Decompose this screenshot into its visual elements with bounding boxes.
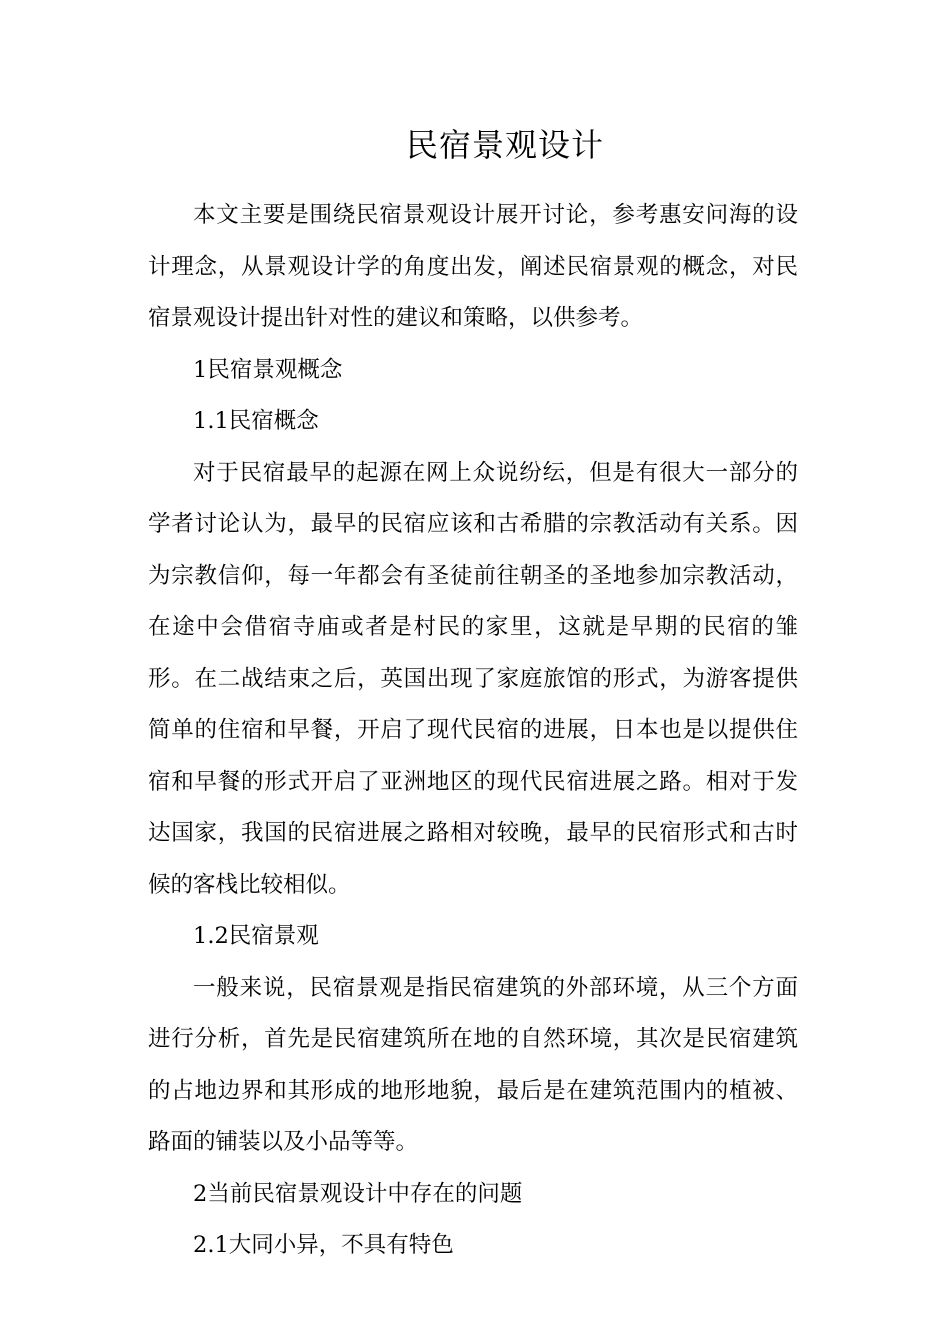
document-body (148, 190, 798, 1272)
subsection-heading-2-1: 2.1大同小异，不具有特色 (193, 1232, 454, 1258)
subsection-heading-1-1: 1.1民宿概念 (193, 408, 319, 434)
body-paragraph: 对于民宿最早的起源在网上众说纷纭，但是有很大一部分的学者讨论认为，最早的民宿应该和古希腊的宗教活动有关系。因为宗教信仰，每一年都会有圣徒前往朝圣的圣地参加宗教活动，在途中会借宿寺庙或者是村民的家里，这就是早期的民宿的雏形。在二战结束之后，英国出现了家庭旅馆的形式，为游客提供简单的住宿和早餐，开启了现代民宿的进展，日本也是以提供住宿和早餐的形式开启了亚洲地区的现代民宿进展之路。相对于发达国家，我国的民宿进展之路相对较晚，最早的民宿形式和古时候的客栈比较相似。 (148, 459, 798, 898)
body-paragraph: 一般来说，民宿景观是指民宿建筑的外部环境，从三个方面进行分析，首先是民宿建筑所在地的自然环境，其次是民宿建筑的占地边界和其形成的地形地貌，最后是在建筑范围内的植被、路面的铺装以及小品等等。 (148, 974, 798, 1155)
subsection-heading-1-2: 1.2民宿景观 (193, 923, 319, 949)
intro-paragraph: 本文主要是围绕民宿景观设计展开讨论，参考惠安问海的设计理念，从景观设计学的角度出发，阐述民宿景观的概念，对民宿景观设计提出针对性的建议和策略，以供参考。 (148, 202, 798, 331)
section-heading-2: 2当前民宿景观设计中存在的问题 (193, 1180, 523, 1207)
section-heading-1: 1民宿景观概念 (193, 356, 343, 383)
document-title: 民宿景观设计 (405, 126, 604, 164)
